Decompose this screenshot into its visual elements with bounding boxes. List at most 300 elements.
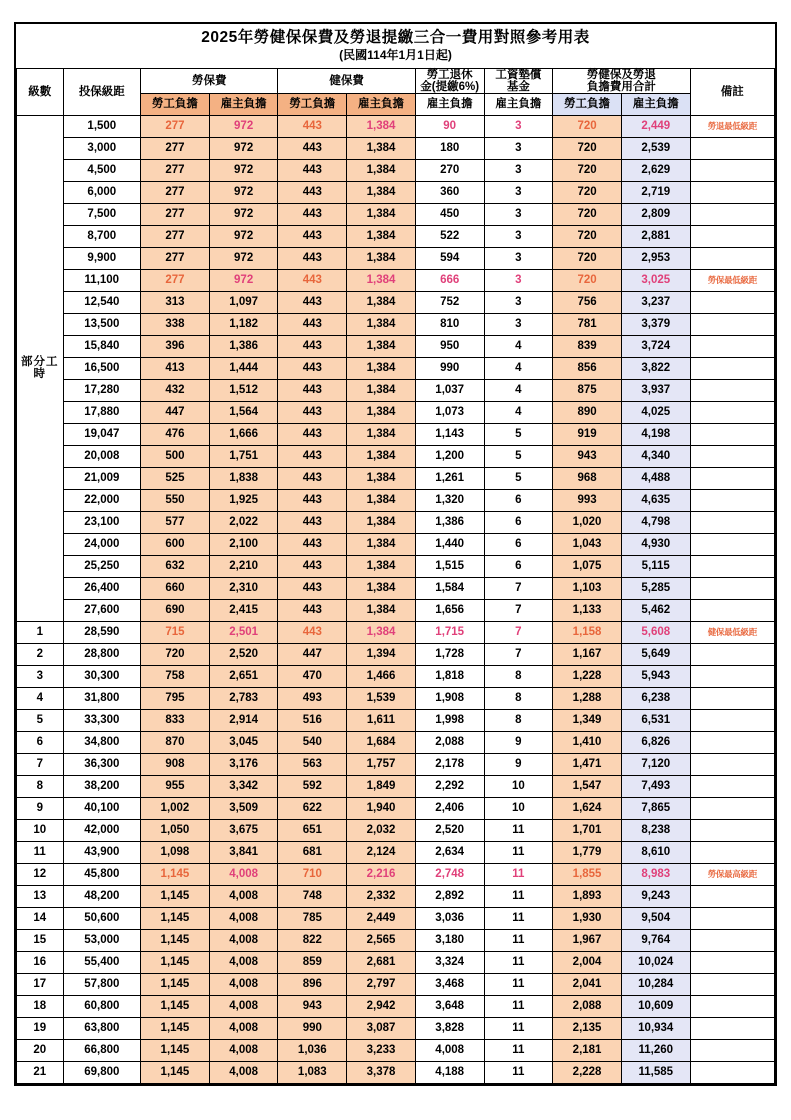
cell-li-employee: 1,145 (141, 973, 210, 995)
cell-total-employer: 2,629 (621, 159, 690, 181)
cell-remark (690, 1061, 774, 1083)
cell-wage-bracket: 57,800 (63, 973, 141, 995)
cell-li-employee: 277 (141, 159, 210, 181)
cell-pension-employer: 3,468 (415, 973, 484, 995)
header-labor-pension-line1: 勞工退休 (426, 68, 473, 81)
cell-hi-employer: 1,611 (347, 709, 416, 731)
header-health-insurance: 健保費 (278, 68, 415, 93)
cell-hi-employer: 2,565 (347, 929, 416, 951)
subheader-fund-employer: 雇主負擔 (484, 93, 553, 115)
cell-li-employer: 4,008 (209, 863, 278, 885)
cell-pension-employer: 270 (415, 159, 484, 181)
cell-li-employer: 1,838 (209, 467, 278, 489)
table-row (17, 423, 775, 445)
cell-level: 7 (17, 753, 64, 775)
cell-li-employer: 4,008 (209, 1039, 278, 1061)
cell-wage-bracket: 9,900 (63, 247, 141, 269)
cell-wage-bracket: 43,900 (63, 841, 141, 863)
cell-wage-bracket: 66,800 (63, 1039, 141, 1061)
cell-hi-employee: 443 (278, 269, 347, 291)
cell-li-employee: 277 (141, 247, 210, 269)
cell-remark (690, 665, 774, 687)
cell-remark (690, 423, 774, 445)
cell-remark (690, 687, 774, 709)
cell-wage-fund: 5 (484, 467, 553, 489)
table-row (17, 863, 775, 885)
cell-pension-employer: 1,261 (415, 467, 484, 489)
cell-li-employer: 2,914 (209, 709, 278, 731)
cell-li-employee: 476 (141, 423, 210, 445)
cell-hi-employee: 443 (278, 115, 347, 137)
cell-total-employer: 3,724 (621, 335, 690, 357)
header-level: 級數 (17, 68, 64, 115)
cell-wage-bracket: 17,880 (63, 401, 141, 423)
cell-level: 8 (17, 775, 64, 797)
cell-li-employer: 972 (209, 137, 278, 159)
cell-total-employer: 7,865 (621, 797, 690, 819)
cell-hi-employer: 1,384 (347, 467, 416, 489)
cell-remark (690, 797, 774, 819)
header-labor-pension (415, 68, 484, 93)
cell-li-employer: 2,520 (209, 643, 278, 665)
cell-total-employer: 7,120 (621, 753, 690, 775)
cell-total-employer: 10,609 (621, 995, 690, 1017)
cell-hi-employer: 1,757 (347, 753, 416, 775)
cell-pension-employer: 1,715 (415, 621, 484, 643)
cell-total-employer: 3,937 (621, 379, 690, 401)
cell-pension-employer: 1,037 (415, 379, 484, 401)
table-row (17, 687, 775, 709)
cell-li-employee: 396 (141, 335, 210, 357)
table-row (17, 665, 775, 687)
cell-hi-employer: 1,384 (347, 423, 416, 445)
cell-wage-fund: 7 (484, 621, 553, 643)
table-row (17, 577, 775, 599)
cell-total-employer: 2,449 (621, 115, 690, 137)
cell-pension-employer: 450 (415, 203, 484, 225)
header-labor-pension-line2: 金(提繳6%) (420, 80, 480, 93)
cell-wage-fund: 8 (484, 687, 553, 709)
parttime-label: 部分工時 (17, 115, 64, 621)
cell-wage-fund: 11 (484, 995, 553, 1017)
cell-hi-employee: 516 (278, 709, 347, 731)
cell-total-employer: 3,379 (621, 313, 690, 335)
cell-total-employer: 9,504 (621, 907, 690, 929)
cell-hi-employee: 443 (278, 291, 347, 313)
cell-remark (690, 181, 774, 203)
cell-pension-employer: 90 (415, 115, 484, 137)
cell-remark (690, 555, 774, 577)
cell-wage-bracket: 28,800 (63, 643, 141, 665)
cell-level: 16 (17, 951, 64, 973)
cell-total-employer: 8,983 (621, 863, 690, 885)
cell-li-employee: 690 (141, 599, 210, 621)
header-wage-bracket: 投保級距 (63, 68, 141, 115)
cell-pension-employer: 2,406 (415, 797, 484, 819)
cell-li-employer: 2,415 (209, 599, 278, 621)
cell-total-employee: 1,930 (553, 907, 622, 929)
table-row (17, 753, 775, 775)
cell-remark (690, 885, 774, 907)
cell-wage-bracket: 19,047 (63, 423, 141, 445)
cell-li-employee: 870 (141, 731, 210, 753)
cell-hi-employee: 622 (278, 797, 347, 819)
cell-hi-employer: 2,124 (347, 841, 416, 863)
cell-level: 6 (17, 731, 64, 753)
cell-total-employee: 2,088 (553, 995, 622, 1017)
cell-total-employee: 1,133 (553, 599, 622, 621)
cell-total-employer: 11,585 (621, 1061, 690, 1083)
subheader-hi-employee: 勞工負擔 (278, 93, 347, 115)
cell-pension-employer: 1,656 (415, 599, 484, 621)
subheader-hi-employer: 雇主負擔 (347, 93, 416, 115)
cell-total-employer: 5,462 (621, 599, 690, 621)
cell-hi-employer: 1,384 (347, 269, 416, 291)
cell-li-employee: 720 (141, 643, 210, 665)
remark-note: 健保最低級距 (707, 627, 757, 638)
cell-wage-bracket: 69,800 (63, 1061, 141, 1083)
cell-wage-fund: 11 (484, 1017, 553, 1039)
cell-remark (690, 995, 774, 1017)
cell-total-employee: 1,779 (553, 841, 622, 863)
cell-li-employee: 1,050 (141, 819, 210, 841)
cell-hi-employer: 1,394 (347, 643, 416, 665)
cell-remark (690, 775, 774, 797)
cell-total-employee: 1,167 (553, 643, 622, 665)
table-row (17, 973, 775, 995)
cell-total-employee: 1,855 (553, 863, 622, 885)
cell-level: 2 (17, 643, 64, 665)
cell-total-employer: 4,340 (621, 445, 690, 467)
cell-level: 3 (17, 665, 64, 687)
cell-pension-employer: 3,180 (415, 929, 484, 951)
cell-li-employer: 1,925 (209, 489, 278, 511)
cell-level: 15 (17, 929, 64, 951)
table-row (17, 1039, 775, 1061)
cell-li-employee: 1,002 (141, 797, 210, 819)
cell-li-employer: 1,564 (209, 401, 278, 423)
cell-total-employer: 6,238 (621, 687, 690, 709)
cell-li-employee: 833 (141, 709, 210, 731)
cell-level: 12 (17, 863, 64, 885)
cell-wage-bracket: 3,000 (63, 137, 141, 159)
cell-hi-employer: 3,087 (347, 1017, 416, 1039)
cell-wage-fund: 6 (484, 511, 553, 533)
cell-li-employee: 1,098 (141, 841, 210, 863)
cell-hi-employee: 443 (278, 401, 347, 423)
cell-total-employer: 10,284 (621, 973, 690, 995)
cell-hi-employee: 540 (278, 731, 347, 753)
cell-remark (690, 973, 774, 995)
cell-wage-bracket: 12,540 (63, 291, 141, 313)
cell-li-employer: 2,783 (209, 687, 278, 709)
cell-wage-bracket: 50,600 (63, 907, 141, 929)
cell-hi-employer: 1,384 (347, 401, 416, 423)
cell-hi-employer: 1,384 (347, 115, 416, 137)
cell-li-employer: 3,509 (209, 797, 278, 819)
cell-wage-fund: 3 (484, 115, 553, 137)
cell-wage-fund: 7 (484, 643, 553, 665)
cell-total-employee: 1,624 (553, 797, 622, 819)
cell-li-employer: 1,666 (209, 423, 278, 445)
cell-remark (690, 511, 774, 533)
cell-remark (690, 621, 774, 643)
cell-wage-bracket: 26,400 (63, 577, 141, 599)
cell-remark (690, 599, 774, 621)
cell-wage-fund: 11 (484, 1061, 553, 1083)
cell-li-employer: 3,176 (209, 753, 278, 775)
cell-hi-employer: 3,378 (347, 1061, 416, 1083)
table-frame (14, 22, 777, 1086)
cell-wage-bracket: 11,100 (63, 269, 141, 291)
cell-total-employee: 1,075 (553, 555, 622, 577)
table-row (17, 731, 775, 753)
cell-wage-fund: 3 (484, 225, 553, 247)
cell-hi-employee: 493 (278, 687, 347, 709)
cell-pension-employer: 1,515 (415, 555, 484, 577)
cell-pension-employer: 1,386 (415, 511, 484, 533)
header-wage-fund-line1: 工資墊償 (495, 68, 542, 81)
header-labor-insurance: 勞保費 (141, 68, 278, 93)
table-row (17, 467, 775, 489)
cell-hi-employee: 990 (278, 1017, 347, 1039)
subheader-pension-employer: 雇主負擔 (415, 93, 484, 115)
cell-total-employee: 890 (553, 401, 622, 423)
cell-wage-bracket: 34,800 (63, 731, 141, 753)
cell-remark (690, 929, 774, 951)
cell-pension-employer: 810 (415, 313, 484, 335)
cell-li-employee: 1,145 (141, 885, 210, 907)
cell-total-employee: 1,471 (553, 753, 622, 775)
cell-pension-employer: 2,520 (415, 819, 484, 841)
cell-hi-employee: 443 (278, 577, 347, 599)
cell-total-employee: 1,410 (553, 731, 622, 753)
cell-hi-employer: 1,384 (347, 445, 416, 467)
table-row (17, 797, 775, 819)
cell-li-employee: 277 (141, 137, 210, 159)
cell-li-employee: 313 (141, 291, 210, 313)
cell-wage-fund: 11 (484, 1039, 553, 1061)
cell-li-employee: 577 (141, 511, 210, 533)
cell-total-employee: 1,349 (553, 709, 622, 731)
cell-wage-fund: 3 (484, 181, 553, 203)
cell-wage-fund: 3 (484, 137, 553, 159)
cell-hi-employee: 443 (278, 555, 347, 577)
table-row (17, 225, 775, 247)
cell-li-employer: 2,022 (209, 511, 278, 533)
cell-pension-employer: 3,648 (415, 995, 484, 1017)
cell-wage-fund: 6 (484, 555, 553, 577)
cell-remark (690, 907, 774, 929)
table-row (17, 137, 775, 159)
cell-pension-employer: 752 (415, 291, 484, 313)
cell-wage-fund: 10 (484, 775, 553, 797)
cell-total-employer: 4,488 (621, 467, 690, 489)
cell-pension-employer: 1,818 (415, 665, 484, 687)
cell-wage-bracket: 21,009 (63, 467, 141, 489)
cell-li-employer: 3,342 (209, 775, 278, 797)
cell-total-employer: 5,115 (621, 555, 690, 577)
cell-pension-employer: 2,892 (415, 885, 484, 907)
table-row (17, 643, 775, 665)
cell-li-employer: 1,444 (209, 357, 278, 379)
cell-wage-fund: 9 (484, 753, 553, 775)
cell-wage-bracket: 20,008 (63, 445, 141, 467)
cell-li-employer: 2,100 (209, 533, 278, 555)
cell-remark (690, 577, 774, 599)
cell-total-employee: 2,004 (553, 951, 622, 973)
cell-pension-employer: 2,178 (415, 753, 484, 775)
cell-li-employer: 2,501 (209, 621, 278, 643)
table-row (17, 269, 775, 291)
cell-wage-bracket: 25,250 (63, 555, 141, 577)
cell-li-employer: 972 (209, 225, 278, 247)
cell-wage-fund: 6 (484, 533, 553, 555)
cell-wage-fund: 11 (484, 929, 553, 951)
cell-hi-employer: 1,384 (347, 291, 416, 313)
cell-remark (690, 269, 774, 291)
cell-remark (690, 841, 774, 863)
cell-total-employer: 9,764 (621, 929, 690, 951)
cell-wage-fund: 3 (484, 269, 553, 291)
cell-li-employee: 1,145 (141, 1039, 210, 1061)
remark-note: 勞保最低級距 (707, 275, 757, 286)
cell-total-employer: 5,943 (621, 665, 690, 687)
cell-pension-employer: 990 (415, 357, 484, 379)
cell-wage-bracket: 55,400 (63, 951, 141, 973)
cell-pension-employer: 1,143 (415, 423, 484, 445)
cell-hi-employer: 1,384 (347, 203, 416, 225)
cell-remark (690, 379, 774, 401)
table-row (17, 951, 775, 973)
cell-total-employer: 6,531 (621, 709, 690, 731)
cell-hi-employee: 443 (278, 599, 347, 621)
cell-li-employer: 972 (209, 115, 278, 137)
cell-hi-employee: 681 (278, 841, 347, 863)
cell-wage-fund: 5 (484, 445, 553, 467)
cell-level: 14 (17, 907, 64, 929)
cell-li-employer: 4,008 (209, 1017, 278, 1039)
cell-hi-employer: 2,681 (347, 951, 416, 973)
table-row (17, 599, 775, 621)
table-row (17, 511, 775, 533)
cell-hi-employee: 443 (278, 533, 347, 555)
cell-hi-employee: 443 (278, 335, 347, 357)
cell-wage-bracket: 7,500 (63, 203, 141, 225)
cell-total-employer: 10,024 (621, 951, 690, 973)
cell-remark (690, 863, 774, 885)
cell-wage-bracket: 53,000 (63, 929, 141, 951)
cell-hi-employer: 1,539 (347, 687, 416, 709)
cell-total-employer: 4,930 (621, 533, 690, 555)
cell-wage-bracket: 17,280 (63, 379, 141, 401)
cell-remark (690, 819, 774, 841)
table-row (17, 489, 775, 511)
table-row (17, 621, 775, 643)
cell-pension-employer: 3,036 (415, 907, 484, 929)
page-title: 2025年勞健保保費及勞退提繳三合一費用對照參考用表 (201, 29, 590, 46)
cell-li-employee: 955 (141, 775, 210, 797)
cell-hi-employee: 896 (278, 973, 347, 995)
cell-li-employer: 1,097 (209, 291, 278, 313)
cell-hi-employee: 443 (278, 313, 347, 335)
cell-hi-employer: 1,384 (347, 577, 416, 599)
table-row (17, 533, 775, 555)
cell-remark (690, 643, 774, 665)
table-row (17, 379, 775, 401)
cell-li-employee: 277 (141, 269, 210, 291)
cell-pension-employer: 1,073 (415, 401, 484, 423)
cell-li-employee: 1,145 (141, 929, 210, 951)
cell-remark (690, 467, 774, 489)
cell-li-employer: 972 (209, 203, 278, 225)
cell-hi-employer: 2,942 (347, 995, 416, 1017)
cell-wage-bracket: 45,800 (63, 863, 141, 885)
cell-level: 20 (17, 1039, 64, 1061)
cell-wage-fund: 10 (484, 797, 553, 819)
cell-hi-employer: 1,384 (347, 159, 416, 181)
cell-hi-employee: 1,036 (278, 1039, 347, 1061)
cell-hi-employer: 1,384 (347, 313, 416, 335)
cell-wage-fund: 11 (484, 863, 553, 885)
cell-wage-bracket: 24,000 (63, 533, 141, 555)
cell-hi-employee: 710 (278, 863, 347, 885)
cell-li-employee: 277 (141, 225, 210, 247)
table-row (17, 115, 775, 137)
cell-li-employer: 2,210 (209, 555, 278, 577)
cell-li-employee: 525 (141, 467, 210, 489)
subheader-total-employer: 雇主負擔 (621, 93, 690, 115)
cell-wage-bracket: 60,800 (63, 995, 141, 1017)
cell-hi-employee: 443 (278, 511, 347, 533)
cell-wage-fund: 3 (484, 313, 553, 335)
cell-wage-bracket: 4,500 (63, 159, 141, 181)
title-cell (17, 24, 775, 68)
cell-hi-employer: 1,684 (347, 731, 416, 753)
cell-remark (690, 753, 774, 775)
table-row (17, 291, 775, 313)
header-combined-line1: 勞健保及勞退 (586, 68, 656, 81)
cell-li-employee: 338 (141, 313, 210, 335)
cell-li-employee: 1,145 (141, 995, 210, 1017)
cell-pension-employer: 1,584 (415, 577, 484, 599)
cell-total-employer: 2,881 (621, 225, 690, 247)
cell-total-employer: 7,493 (621, 775, 690, 797)
cell-wage-bracket: 63,800 (63, 1017, 141, 1039)
cell-li-employee: 447 (141, 401, 210, 423)
cell-remark (690, 445, 774, 467)
cell-wage-bracket: 33,300 (63, 709, 141, 731)
cell-remark (690, 159, 774, 181)
cell-total-employer: 8,610 (621, 841, 690, 863)
cell-wage-fund: 11 (484, 841, 553, 863)
cell-hi-employer: 2,797 (347, 973, 416, 995)
table-row (17, 401, 775, 423)
cell-total-employee: 720 (553, 225, 622, 247)
cell-wage-fund: 4 (484, 379, 553, 401)
table-row (17, 1061, 775, 1083)
cell-total-employee: 1,103 (553, 577, 622, 599)
cell-li-employer: 4,008 (209, 995, 278, 1017)
cell-total-employer: 3,025 (621, 269, 690, 291)
cell-total-employer: 4,798 (621, 511, 690, 533)
table-row (17, 445, 775, 467)
cell-hi-employer: 1,940 (347, 797, 416, 819)
cell-total-employer: 6,826 (621, 731, 690, 753)
cell-total-employer: 3,822 (621, 357, 690, 379)
table-row (17, 335, 775, 357)
cell-level: 18 (17, 995, 64, 1017)
